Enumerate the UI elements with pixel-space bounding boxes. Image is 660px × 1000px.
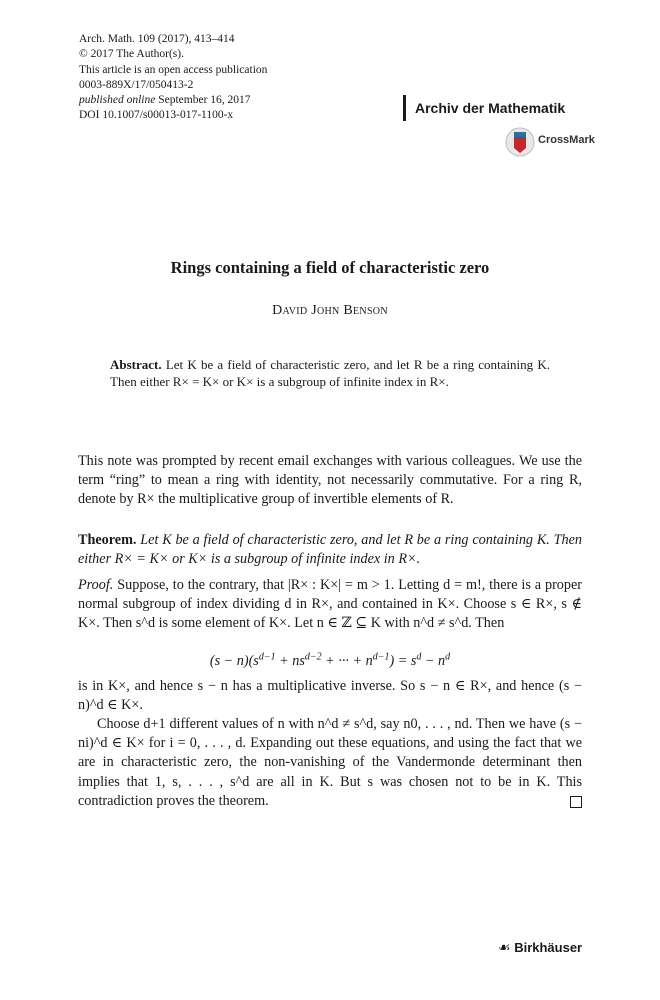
intro-paragraph: This note was prompted by recent email exchanges with various colleagues. We use the term “ring” to mean a ring with identity, not necessarily commutative. For a ring R, denote by R× the multiplicative group of invertible elements of R. <box>78 453 582 508</box>
doi-line: DOI 10.1007/s00013-017-1100-x <box>79 109 234 122</box>
header-line: This article is an open access publication <box>79 63 268 76</box>
abstract <box>110 356 550 390</box>
published-line <box>79 93 267 108</box>
equation: $(s - n)(s^{d-1} + ns^{d-2}$ + ··· + $n^{d-1}) = s^d - n^d$ <box>209 651 451 669</box>
crossmark-label: CrossMark <box>538 134 595 146</box>
theorem-label: Theorem. <box>78 532 137 548</box>
publisher-name: Birkhäuser <box>514 940 583 955</box>
header-line: © 2017 The Author(s). <box>79 48 184 61</box>
proof-continuation: is in K×, and hence s − n has a multiplicative inverse. So s − n ∈ R×, and hence (s − n)^d ∈ K×. <box>78 678 582 714</box>
proof-final-paragraph <box>78 715 582 811</box>
published-date: September 16, 2017 <box>158 94 251 107</box>
proof-final-text: Choose d+1 different values of n with n^d ≠ s^d, say n0, . . . , nd. Then we have (s − ni)^d ∈ K× for i = 0, . . . , d. Expanding out these equations, and using the fact that we are in characteristic zero, the non-vanishing of the Vandermonde determinant then implies that 1, s, . . . , s^d are all in K. But s was chosen not to be in K. This contradiction proves the theorem. <box>78 716 582 809</box>
proof-text: Suppose, to the contrary, that |R× : K×| = m > 1. Letting d = m!, there is a proper normal subgroup of index dividing d in R×, and contained in K×. Choose s ∈ R×, s ∉ K×. Then s^d is some element of K×. Let n ∈ ℤ ⊆ K with n^d ≠ s^d. Then <box>78 577 583 632</box>
theorem <box>78 531 582 569</box>
theorem-text: Let K be a field of characteristic zero, and let R be a ring containing K. Then either R× = K× or K× is a subgroup of infinite index in R×. <box>78 532 583 568</box>
publication-header <box>79 32 267 124</box>
publisher-logo <box>498 939 582 956</box>
paper-author: David John Benson <box>272 303 388 318</box>
paper-title: Rings containing a field of characteristic zero <box>170 258 490 277</box>
crossmark-icon <box>505 126 535 158</box>
abstract-text: Let K be a field of characteristic zero, and let R be a ring containing K. Then either R× = K× or K× is a subgroup of infinite index in R×. <box>110 357 550 390</box>
proof-label: Proof. <box>78 577 114 593</box>
publisher-icon: ☙ <box>498 939 511 955</box>
header-line: Arch. Math. 109 (2017), 413–414 <box>79 33 235 45</box>
crossmark-badge[interactable] <box>505 126 595 158</box>
published-label: published online <box>79 94 156 107</box>
proof-paragraph <box>78 576 582 634</box>
qed-square-icon <box>570 796 582 808</box>
abstract-label: Abstract. <box>110 357 162 372</box>
journal-name: Archiv der Mathematik <box>403 95 565 121</box>
header-line: 0003-889X/17/050413-2 <box>79 78 194 91</box>
